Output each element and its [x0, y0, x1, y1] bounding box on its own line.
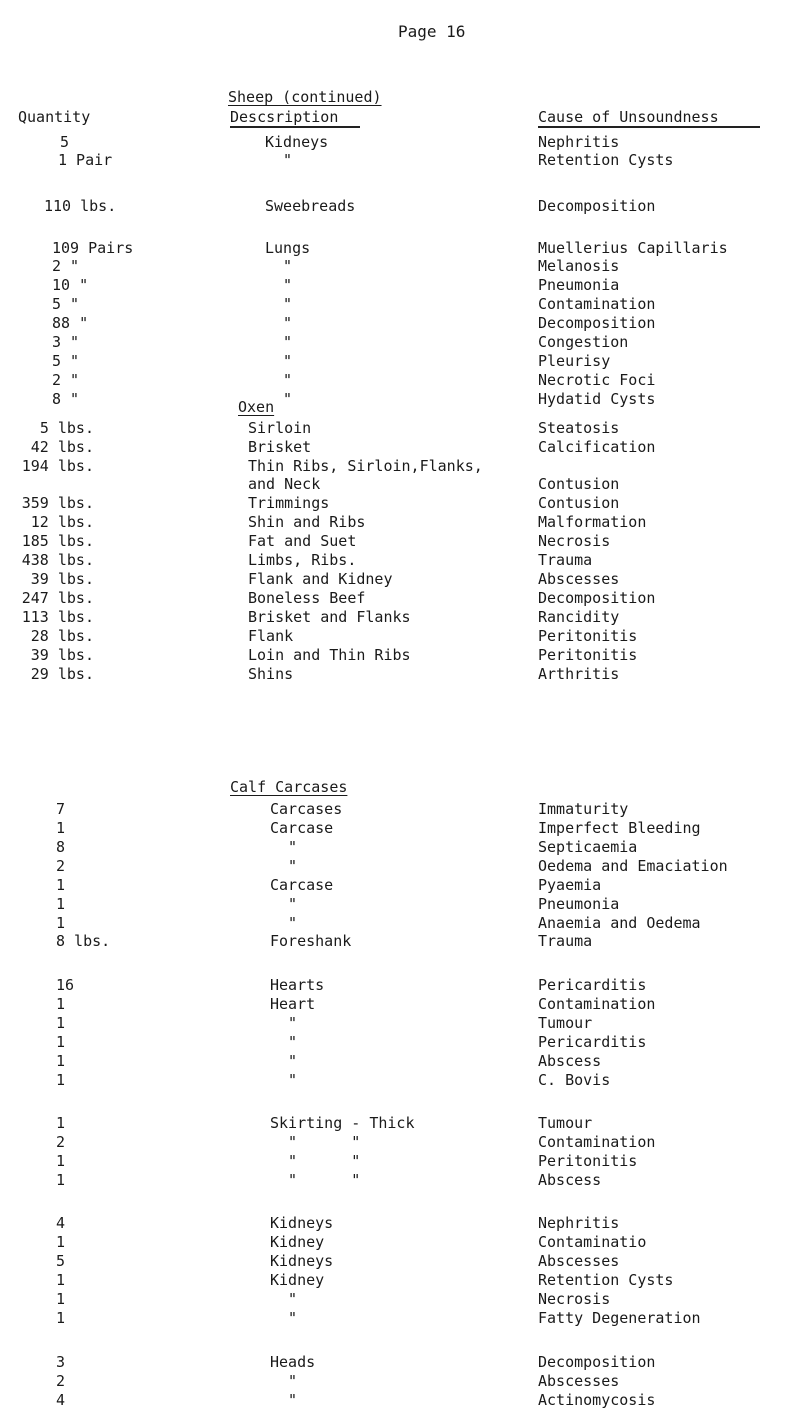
- description-cell: ": [283, 257, 293, 275]
- quantity-cell: 1 Pair: [58, 151, 113, 169]
- cause-cell: Contamination: [538, 1133, 656, 1151]
- quantity-cell: 1: [56, 1309, 66, 1327]
- quantity-cell: 1: [56, 995, 66, 1013]
- quantity-cell: 109 Pairs: [52, 239, 134, 257]
- description-cell: ": [283, 371, 293, 389]
- quantity-cell: 5 ": [52, 295, 80, 313]
- page-number: Page 16: [398, 22, 466, 41]
- quantity-cell: 88 ": [52, 314, 89, 332]
- description-cell: ": [288, 1309, 298, 1327]
- description-cell: Sweebreads: [265, 197, 356, 215]
- table-row: [0, 569, 800, 589]
- quantity-cell: 8 lbs.: [56, 932, 111, 950]
- quantity-cell: 16: [56, 976, 75, 994]
- table-row: [0, 1013, 800, 1033]
- cause-cell: Decomposition: [538, 314, 656, 332]
- description-cell: " ": [288, 1152, 361, 1170]
- table-row: [0, 1151, 800, 1171]
- table-row: [0, 275, 800, 295]
- quantity-cell: 3: [56, 1353, 66, 1371]
- header-rule-cause: [538, 126, 760, 128]
- cause-cell: Anaemia and Oedema: [538, 914, 701, 932]
- quantity-cell: 2: [56, 857, 66, 875]
- table-row: [0, 1170, 800, 1190]
- quantity-cell: 29 lbs.: [30, 665, 94, 683]
- cause-cell: Imperfect Bleeding: [538, 819, 701, 837]
- cause-cell: Immaturity: [538, 800, 629, 818]
- description-cell: Kidneys: [270, 1252, 334, 1270]
- cause-cell: Abscess: [538, 1052, 602, 1070]
- description-cell: Shins: [248, 665, 294, 683]
- table-row: [0, 332, 800, 352]
- cause-cell: Septicaemia: [538, 838, 638, 856]
- quantity-cell: 2 ": [52, 257, 80, 275]
- cause-cell: Pyaemia: [538, 876, 602, 894]
- quantity-cell: 5: [60, 133, 70, 151]
- quantity-cell: 1: [56, 1271, 66, 1289]
- quantity-cell: 5: [56, 1252, 66, 1270]
- description-cell: Lungs: [265, 239, 311, 257]
- description-cell: ": [288, 895, 298, 913]
- cause-cell: Pneumonia: [538, 276, 620, 294]
- quantity-cell: 1: [56, 895, 66, 913]
- table-row: [0, 389, 800, 409]
- table-row: [0, 1251, 800, 1271]
- cause-cell: Steatosis: [538, 419, 620, 437]
- table-row: [0, 474, 800, 494]
- description-cell: ": [283, 314, 293, 332]
- description-cell: Loin and Thin Ribs: [248, 646, 411, 664]
- cause-cell: Calcification: [538, 438, 656, 456]
- description-cell: Heart: [270, 995, 316, 1013]
- table-row: [0, 418, 800, 438]
- quantity-cell: 4: [56, 1214, 66, 1232]
- cause-cell: Decomposition: [538, 589, 656, 607]
- table-row: [0, 1032, 800, 1052]
- quantity-cell: 12 lbs.: [30, 513, 94, 531]
- cause-cell: Contaminatio: [538, 1233, 647, 1251]
- quantity-cell: 1: [56, 1014, 66, 1032]
- description-cell: Flank and Kidney: [248, 570, 393, 588]
- table-row: [0, 856, 800, 876]
- quantity-cell: 39 lbs.: [30, 646, 94, 664]
- table-row: [0, 256, 800, 276]
- quantity-cell: 28 lbs.: [30, 627, 94, 645]
- section-title-sheep: Sheep (continued): [228, 88, 382, 106]
- cause-cell: Muellerius Capillaris: [538, 239, 728, 257]
- cause-cell: Abscesses: [538, 1252, 620, 1270]
- description-cell: Carcases: [270, 800, 343, 818]
- description-cell: Shin and Ribs: [248, 513, 366, 531]
- cause-cell: Pleurisy: [538, 352, 611, 370]
- quantity-cell: 42 lbs.: [30, 438, 94, 456]
- cause-cell: Pneumonia: [538, 895, 620, 913]
- table-row: [0, 1390, 800, 1410]
- table-row: [0, 313, 800, 333]
- description-cell: Hearts: [270, 976, 325, 994]
- description-cell: ": [288, 1071, 298, 1089]
- column-header-quantity: Quantity: [18, 108, 91, 126]
- quantity-cell: 10 ": [52, 276, 89, 294]
- cause-cell: Peritonitis: [538, 627, 638, 645]
- quantity-cell: 1: [56, 1290, 66, 1308]
- cause-cell: Retention Cysts: [538, 151, 674, 169]
- description-cell: ": [283, 352, 293, 370]
- description-cell: ": [283, 276, 293, 294]
- quantity-cell: 39 lbs.: [30, 570, 94, 588]
- quantity-cell: 1: [56, 914, 66, 932]
- table-row: [0, 837, 800, 857]
- description-cell: ": [288, 1372, 298, 1390]
- cause-cell: Peritonitis: [538, 646, 638, 664]
- description-cell: Carcase: [270, 876, 334, 894]
- table-row: [0, 1289, 800, 1309]
- quantity-cell: 1: [56, 819, 66, 837]
- cause-cell: Contusion: [538, 494, 620, 512]
- description-cell: Foreshank: [270, 932, 352, 950]
- description-cell: ": [288, 838, 298, 856]
- description-cell: ": [288, 1391, 298, 1409]
- table-row: [0, 607, 800, 627]
- description-cell: Brisket and Flanks: [248, 608, 411, 626]
- table-row: [0, 150, 800, 170]
- cause-cell: Contamination: [538, 295, 656, 313]
- cause-cell: Contusion: [538, 475, 620, 493]
- table-row: [0, 1113, 800, 1133]
- table-row: [0, 493, 800, 513]
- cause-cell: Tumour: [538, 1014, 593, 1032]
- description-cell: Kidney: [270, 1233, 325, 1251]
- section-title-calf: Calf Carcases: [230, 778, 348, 796]
- table-row: [0, 550, 800, 570]
- quantity-cell: 194 lbs.: [21, 457, 94, 475]
- quantity-cell: 1: [56, 1114, 66, 1132]
- quantity-cell: 247 lbs.: [21, 589, 94, 607]
- description-cell: ": [283, 333, 293, 351]
- quantity-cell: 3 ": [52, 333, 80, 351]
- table-row: [0, 1270, 800, 1290]
- table-row: [0, 1308, 800, 1328]
- table-row: [0, 818, 800, 838]
- cause-cell: Retention Cysts: [538, 1271, 674, 1289]
- cause-cell: Nephritis: [538, 133, 620, 151]
- table-row: [0, 913, 800, 933]
- quantity-cell: 1: [56, 1071, 66, 1089]
- table-row: [0, 1232, 800, 1252]
- quantity-cell: 1: [56, 1052, 66, 1070]
- cause-cell: Fatty Degeneration: [538, 1309, 701, 1327]
- quantity-cell: 7: [56, 800, 66, 818]
- quantity-cell: 5 lbs.: [39, 419, 94, 437]
- table-row: [0, 456, 800, 476]
- description-cell: ": [283, 151, 293, 169]
- table-row: [0, 370, 800, 390]
- table-row: [0, 512, 800, 532]
- column-header-description: Descsription: [230, 108, 339, 126]
- cause-cell: Congestion: [538, 333, 629, 351]
- section-title-oxen: Oxen: [238, 398, 275, 416]
- description-cell: Brisket: [248, 438, 312, 456]
- cause-cell: Actinomycosis: [538, 1391, 656, 1409]
- table-row: [0, 1371, 800, 1391]
- description-cell: " ": [288, 1133, 361, 1151]
- description-cell: ": [288, 1033, 298, 1051]
- table-row: [0, 294, 800, 314]
- quantity-cell: 1: [56, 1233, 66, 1251]
- quantity-cell: 4: [56, 1391, 66, 1409]
- description-cell: Skirting - Thick: [270, 1114, 415, 1132]
- table-row: [0, 588, 800, 608]
- table-row: [0, 664, 800, 684]
- cause-cell: Trauma: [538, 551, 593, 569]
- description-cell: ": [288, 857, 298, 875]
- description-cell: Thin Ribs, Sirloin,Flanks,: [248, 457, 483, 475]
- description-cell: Boneless Beef: [248, 589, 366, 607]
- quantity-cell: 2 ": [52, 371, 80, 389]
- cause-cell: Decomposition: [538, 197, 656, 215]
- cause-cell: Oedema and Emaciation: [538, 857, 728, 875]
- table-row: [0, 1070, 800, 1090]
- quantity-cell: 1: [56, 1171, 66, 1189]
- description-cell: ": [288, 914, 298, 932]
- description-cell: Fat and Suet: [248, 532, 357, 550]
- table-row: [0, 975, 800, 995]
- cause-cell: Nephritis: [538, 1214, 620, 1232]
- table-row: [0, 994, 800, 1014]
- cause-cell: Melanosis: [538, 257, 620, 275]
- header-rule-description: [230, 126, 360, 128]
- quantity-cell: 5 ": [52, 352, 80, 370]
- cause-cell: C. Bovis: [538, 1071, 611, 1089]
- quantity-cell: 1: [56, 1033, 66, 1051]
- column-header-cause: Cause of Unsoundness: [538, 108, 719, 126]
- quantity-cell: 2: [56, 1133, 66, 1151]
- cause-cell: Pericarditis: [538, 976, 647, 994]
- description-cell: and Neck: [248, 475, 321, 493]
- table-row: [0, 531, 800, 551]
- cause-cell: Pericarditis: [538, 1033, 647, 1051]
- cause-cell: Peritonitis: [538, 1152, 638, 1170]
- description-cell: ": [288, 1014, 298, 1032]
- table-row: [0, 799, 800, 819]
- table-row: [0, 645, 800, 665]
- cause-cell: Abscesses: [538, 570, 620, 588]
- description-cell: ": [283, 390, 293, 408]
- quantity-cell: 1: [56, 1152, 66, 1170]
- quantity-cell: 438 lbs.: [21, 551, 94, 569]
- quantity-cell: 2: [56, 1372, 66, 1390]
- cause-cell: Necrosis: [538, 1290, 611, 1308]
- description-cell: " ": [288, 1171, 361, 1189]
- description-cell: ": [283, 295, 293, 313]
- description-cell: Limbs, Ribs.: [248, 551, 357, 569]
- description-cell: Trimmings: [248, 494, 330, 512]
- cause-cell: Trauma: [538, 932, 593, 950]
- table-row: [0, 875, 800, 895]
- cause-cell: Contamination: [538, 995, 656, 1013]
- cause-cell: Tumour: [538, 1114, 593, 1132]
- cause-cell: Decomposition: [538, 1353, 656, 1371]
- table-row: [0, 196, 800, 216]
- quantity-cell: 110 lbs.: [44, 197, 117, 215]
- quantity-cell: 359 lbs.: [21, 494, 94, 512]
- description-cell: Carcase: [270, 819, 334, 837]
- quantity-cell: 1: [56, 876, 66, 894]
- table-row: [0, 931, 800, 951]
- quantity-cell: 185 lbs.: [21, 532, 94, 550]
- table-row: [0, 1132, 800, 1152]
- table-row: [0, 1352, 800, 1372]
- description-cell: ": [288, 1052, 298, 1070]
- cause-cell: Malformation: [538, 513, 647, 531]
- table-row: [0, 351, 800, 371]
- quantity-cell: 8 ": [52, 390, 80, 408]
- table-row: [0, 894, 800, 914]
- table-row: [0, 238, 800, 258]
- description-cell: Kidney: [270, 1271, 325, 1289]
- description-cell: Kidneys: [265, 133, 329, 151]
- table-row: [0, 132, 800, 152]
- cause-cell: Arthritis: [538, 665, 620, 683]
- table-row: [0, 437, 800, 457]
- cause-cell: Abscesses: [538, 1372, 620, 1390]
- description-cell: Sirloin: [248, 419, 312, 437]
- description-cell: Flank: [248, 627, 294, 645]
- cause-cell: Hydatid Cysts: [538, 390, 656, 408]
- cause-cell: Rancidity: [538, 608, 620, 626]
- quantity-cell: 8: [56, 838, 66, 856]
- table-row: [0, 1051, 800, 1071]
- cause-cell: Necrosis: [538, 532, 611, 550]
- table-row: [0, 1213, 800, 1233]
- quantity-cell: 113 lbs.: [21, 608, 94, 626]
- description-cell: ": [288, 1290, 298, 1308]
- cause-cell: Abscess: [538, 1171, 602, 1189]
- cause-cell: Necrotic Foci: [538, 371, 656, 389]
- description-cell: Heads: [270, 1353, 316, 1371]
- table-row: [0, 626, 800, 646]
- description-cell: Kidneys: [270, 1214, 334, 1232]
